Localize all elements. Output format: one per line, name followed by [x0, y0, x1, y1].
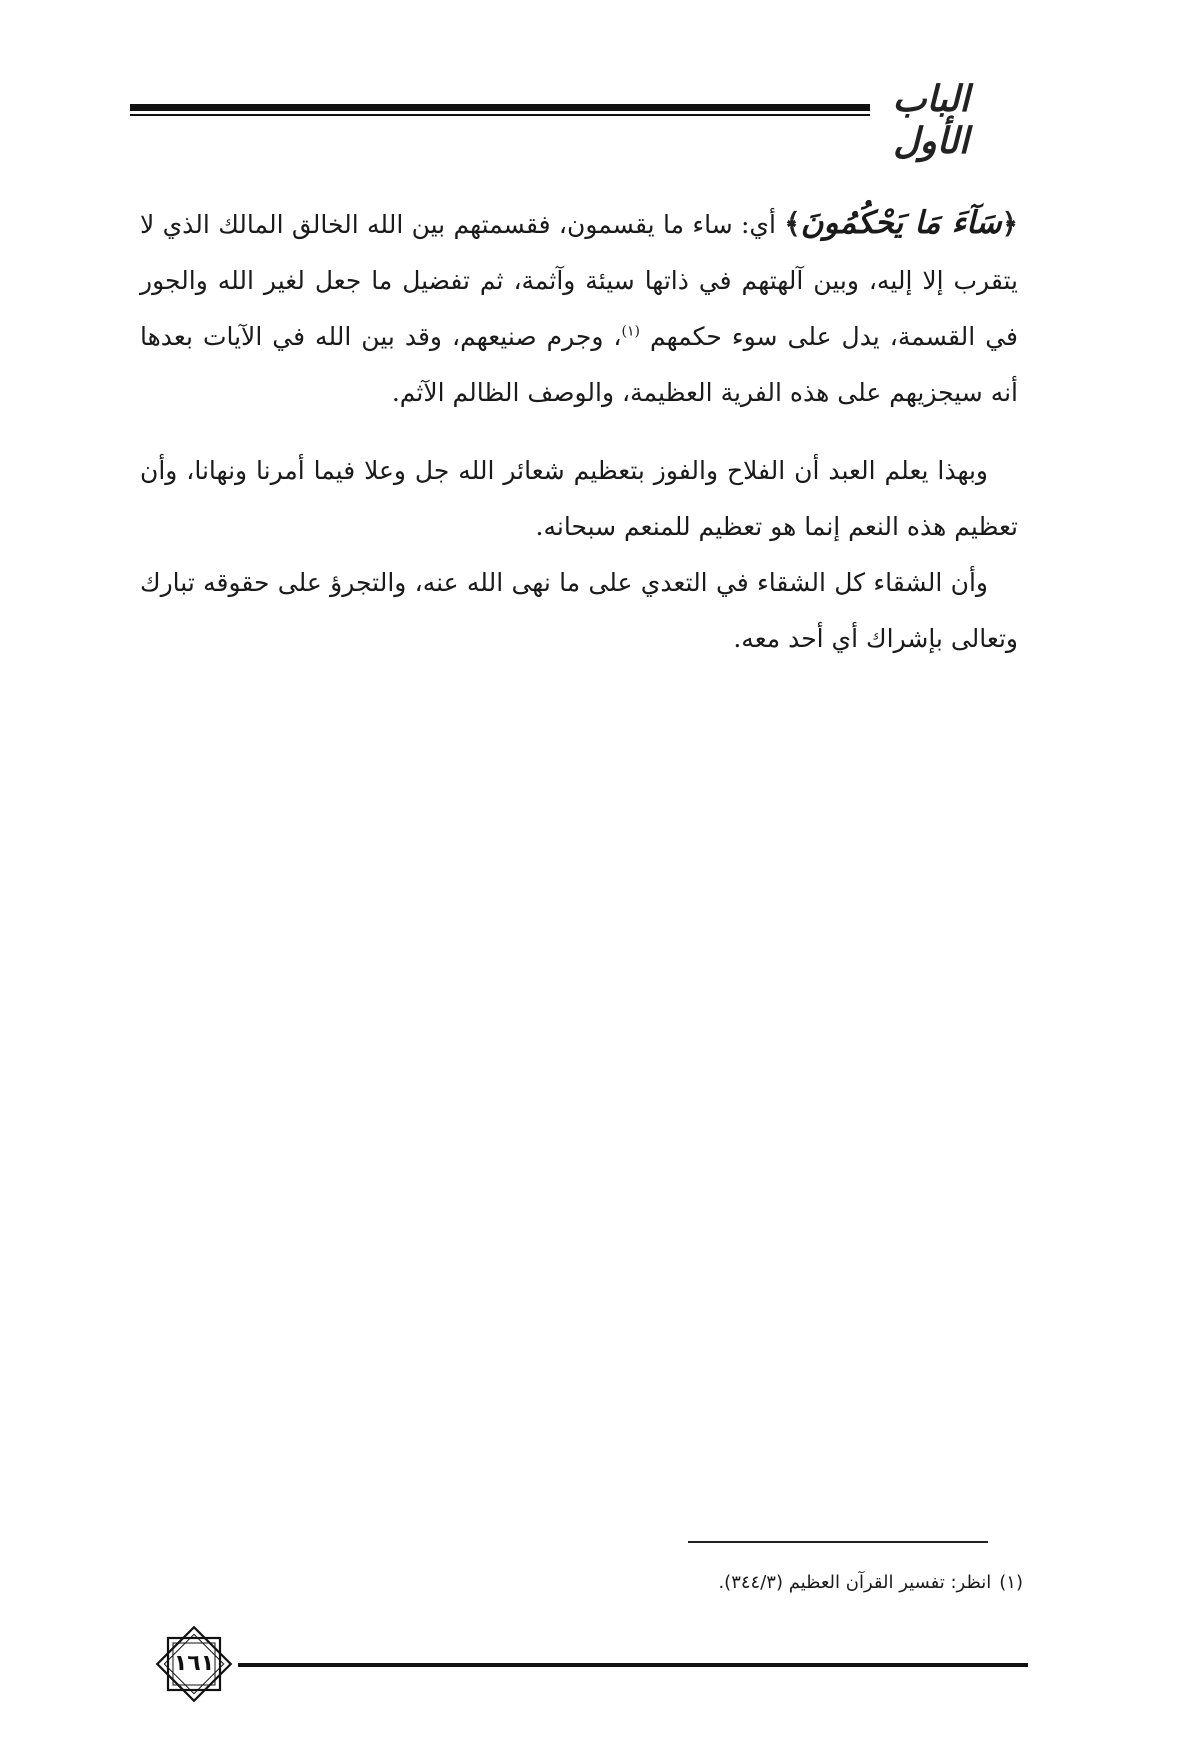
quran-close-bracket: ﴾ [784, 207, 801, 240]
paragraph-2: وبهذا يعلم العبد أن الفلاح والفوز بتعظيم شعائر الله جل وعلا فيما أمرنا ونهانا، وأن تعظيم هذه النعم إنما هو تعظيم للمنعم سبحانه. [140, 456, 1018, 541]
footnote-text: انظر: تفسير القرآن العظيم (٣٤٤/٣). [718, 1572, 992, 1593]
footnote [718, 1572, 1023, 1593]
quran-verse: سَآءَ مَا يَحْكُمُونَ [800, 205, 1002, 241]
header-rule-thin [130, 114, 870, 116]
paragraph-3: وأن الشقاء كل الشقاء في التعدي على ما نهى الله عنه، والتجرؤ على حقوقه تبارك وتعالى بإشراك أي أحد معه. [140, 568, 1018, 653]
footnote-number: (١) [999, 1572, 1023, 1593]
body-text [140, 195, 1018, 667]
page-number-ornament [152, 1622, 236, 1706]
footnote-separator [688, 1541, 988, 1543]
paragraph-1-text: أي: ساء ما يقسمون، فقسمتهم بين الله الخالق المالك الذي لا يتقرب إلا إليه، وبين آلهتهم في ذاتها سيئة وآثمة، ثم تفضيل ما جعل لغير الله والجور في القسمة، يدل على سوء حكمهم [140, 210, 1019, 351]
page-number: ١٦١ [173, 1651, 215, 1676]
chapter-title: الباب الأول [892, 78, 970, 162]
paragraph-1-end: ، وجرم صنيعهم، وقد بين الله في الآيات بعدها أنه سيجزيهم على هذه الفرية العظيمة، والوصف الظالم الآثم. [140, 322, 1018, 407]
paragraph-1 [140, 195, 1018, 421]
header-rule-thick [130, 104, 870, 111]
footnote-reference[interactable]: (١) [621, 323, 640, 340]
quran-open-bracket: ﴿ [1001, 207, 1019, 240]
footer-rule [238, 1663, 1028, 1667]
